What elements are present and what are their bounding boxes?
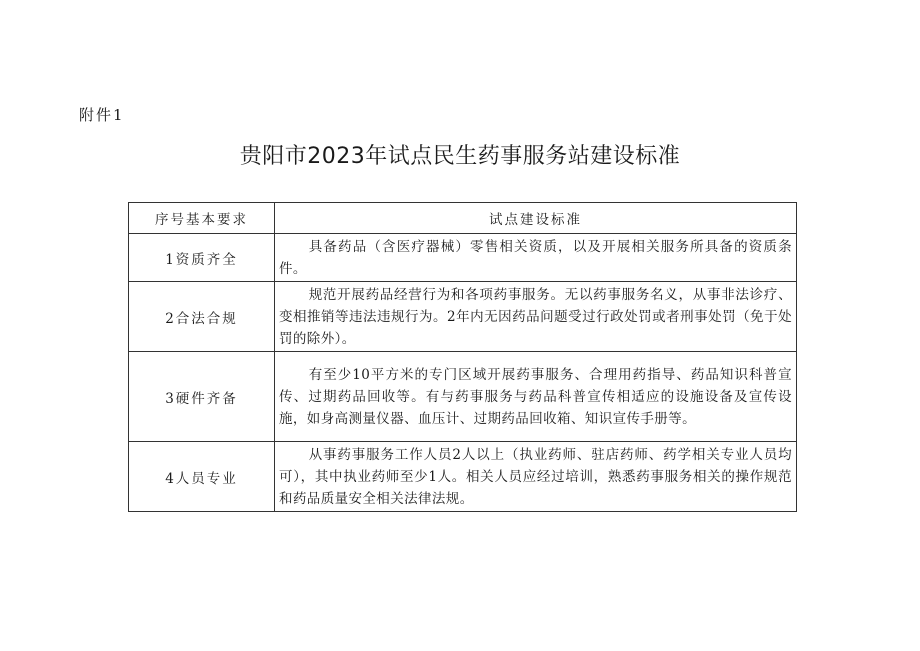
- header-basic-requirement: 序号基本要求: [129, 203, 275, 234]
- requirement-label: 4人员专业: [129, 442, 275, 512]
- standard-text: 有至少10平方米的专门区域开展药事服务、合理用药指导、药品知识科普宣传、过期药品回收等。有与药事服务与药品科普宣传相适应的设施设备及宣传设施，如身高测量仪器、血压计、过期药品回收箱、知识宣传手册等。: [275, 352, 797, 442]
- standard-text: 规范开展药品经营行为和各项药事服务。无以药事服务名义，从事非法诊疗、变相推销等违法违规行为。2年内无因药品问题受过行政处罚或者刑事处罚（免于处罚的除外）。: [275, 282, 797, 352]
- table-row: [129, 442, 797, 512]
- standard-text: 从事药事服务工作人员2人以上（执业药师、驻店药师、药学相关专业人员均可），其中执业药师至少1人。相关人员应经过培训，熟悉药事服务相关的操作规范和药品质量安全相关法律法规。: [275, 442, 797, 512]
- table-row: [129, 282, 797, 352]
- standard-text: 具备药品（含医疗器械）零售相关资质，以及开展相关服务所具备的资质条件。: [275, 234, 797, 282]
- header-pilot-standard: 试点建设标准: [275, 203, 797, 234]
- table-row: [129, 234, 797, 282]
- table-row: [129, 352, 797, 442]
- standards-table: [128, 202, 797, 512]
- table-header-row: [129, 203, 797, 234]
- requirement-label: 1资质齐全: [129, 234, 275, 282]
- document-title: 贵阳市2023年试点民生药事服务站建设标准: [239, 144, 681, 169]
- attachment-label: 附件1: [79, 106, 125, 124]
- requirement-label: 3硬件齐备: [129, 352, 275, 442]
- requirement-label: 2合法合规: [129, 282, 275, 352]
